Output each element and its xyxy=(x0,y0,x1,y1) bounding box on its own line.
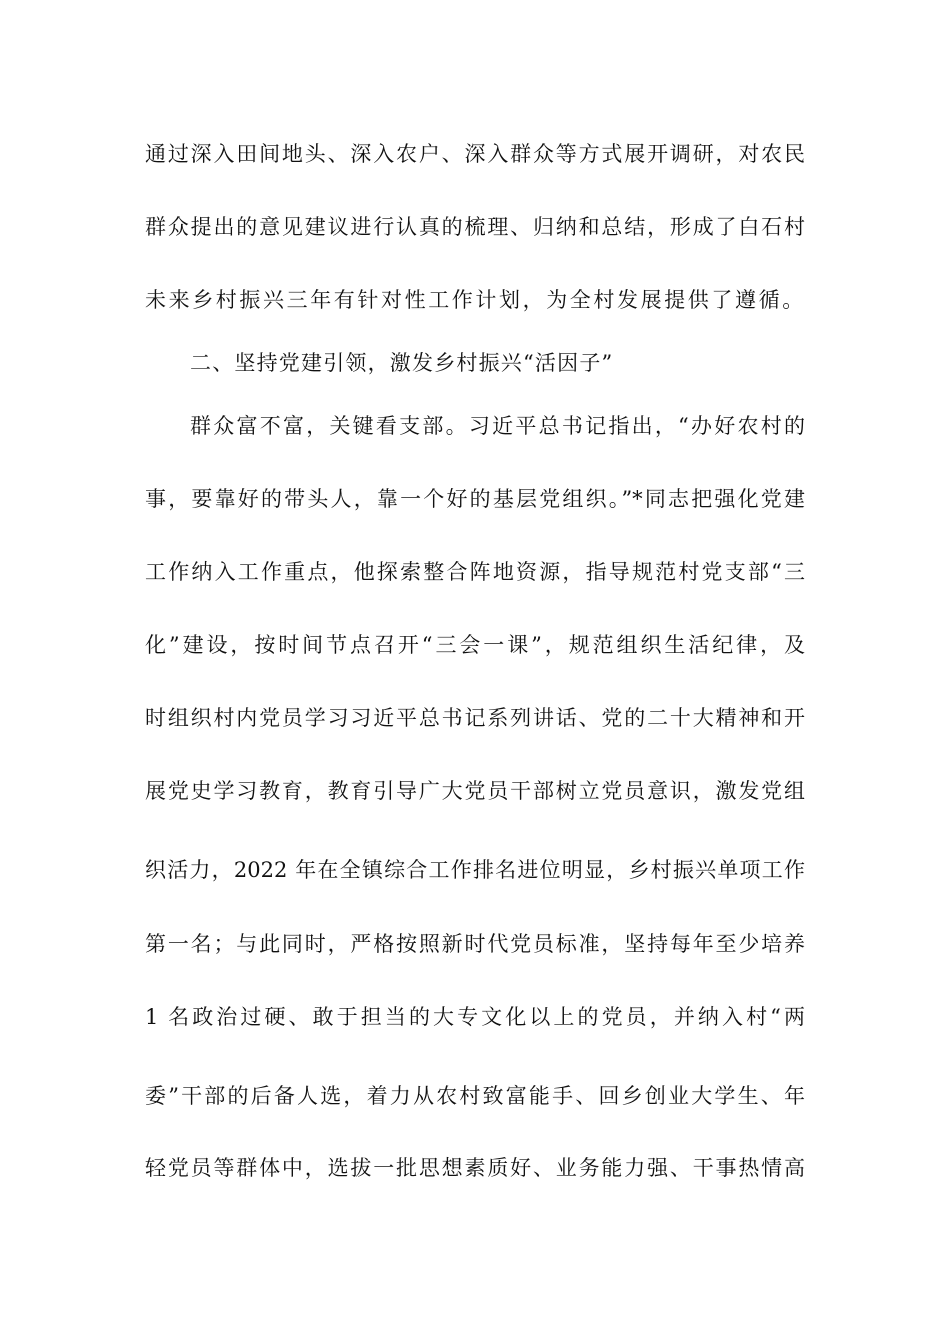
paragraph-line: 1 名政治过硬、敢于担当的大专文化以上的党员，并纳入村“两 xyxy=(145,1005,805,1029)
paragraph-line: 工作纳入工作重点，他探索整合阵地资源，指导规范村党支部“三 xyxy=(145,560,805,584)
paragraph-line: 展党史学习教育，教育引导广大党员干部树立党员意识，激发党组 xyxy=(145,779,805,803)
paragraph-line: 织活力，2022 年在全镇综合工作排名进位明显，乡村振兴单项工作 xyxy=(145,858,805,882)
paragraph-line: 轻党员等群体中，选拔一批思想素质好、业务能力强、干事热情高 xyxy=(145,1156,805,1180)
paragraph-line: 群众富不富，关键看支部。习近平总书记指出，“办好农村的 xyxy=(190,414,805,438)
section-heading: 二、坚持党建引领，激发乡村振兴“活因子” xyxy=(190,351,614,375)
paragraph-line: 第一名；与此同时，严格按照新时代党员标准，坚持每年至少培养 xyxy=(145,932,805,956)
paragraph-line: 时组织村内党员学习习近平总书记系列讲话、党的二十大精神和开 xyxy=(145,706,805,730)
paragraph-line: 化”建设，按时间节点召开“三会一课”，规范组织生活纪律，及 xyxy=(145,633,805,657)
paragraph-line: 事，要靠好的带头人，靠一个好的基层党组织。”*同志把强化党建 xyxy=(145,487,805,511)
paragraph-line: 通过深入田间地头、深入农户、深入群众等方式展开调研，对农民 xyxy=(145,142,805,166)
paragraph-line: 委”干部的后备人选，着力从农村致富能手、回乡创业大学生、年 xyxy=(145,1084,805,1108)
paragraph-line: 群众提出的意见建议进行认真的梳理、归纳和总结，形成了白石村 xyxy=(145,215,805,239)
paragraph-line: 未来乡村振兴三年有针对性工作计划，为全村发展提供了遵循。 xyxy=(145,288,806,312)
